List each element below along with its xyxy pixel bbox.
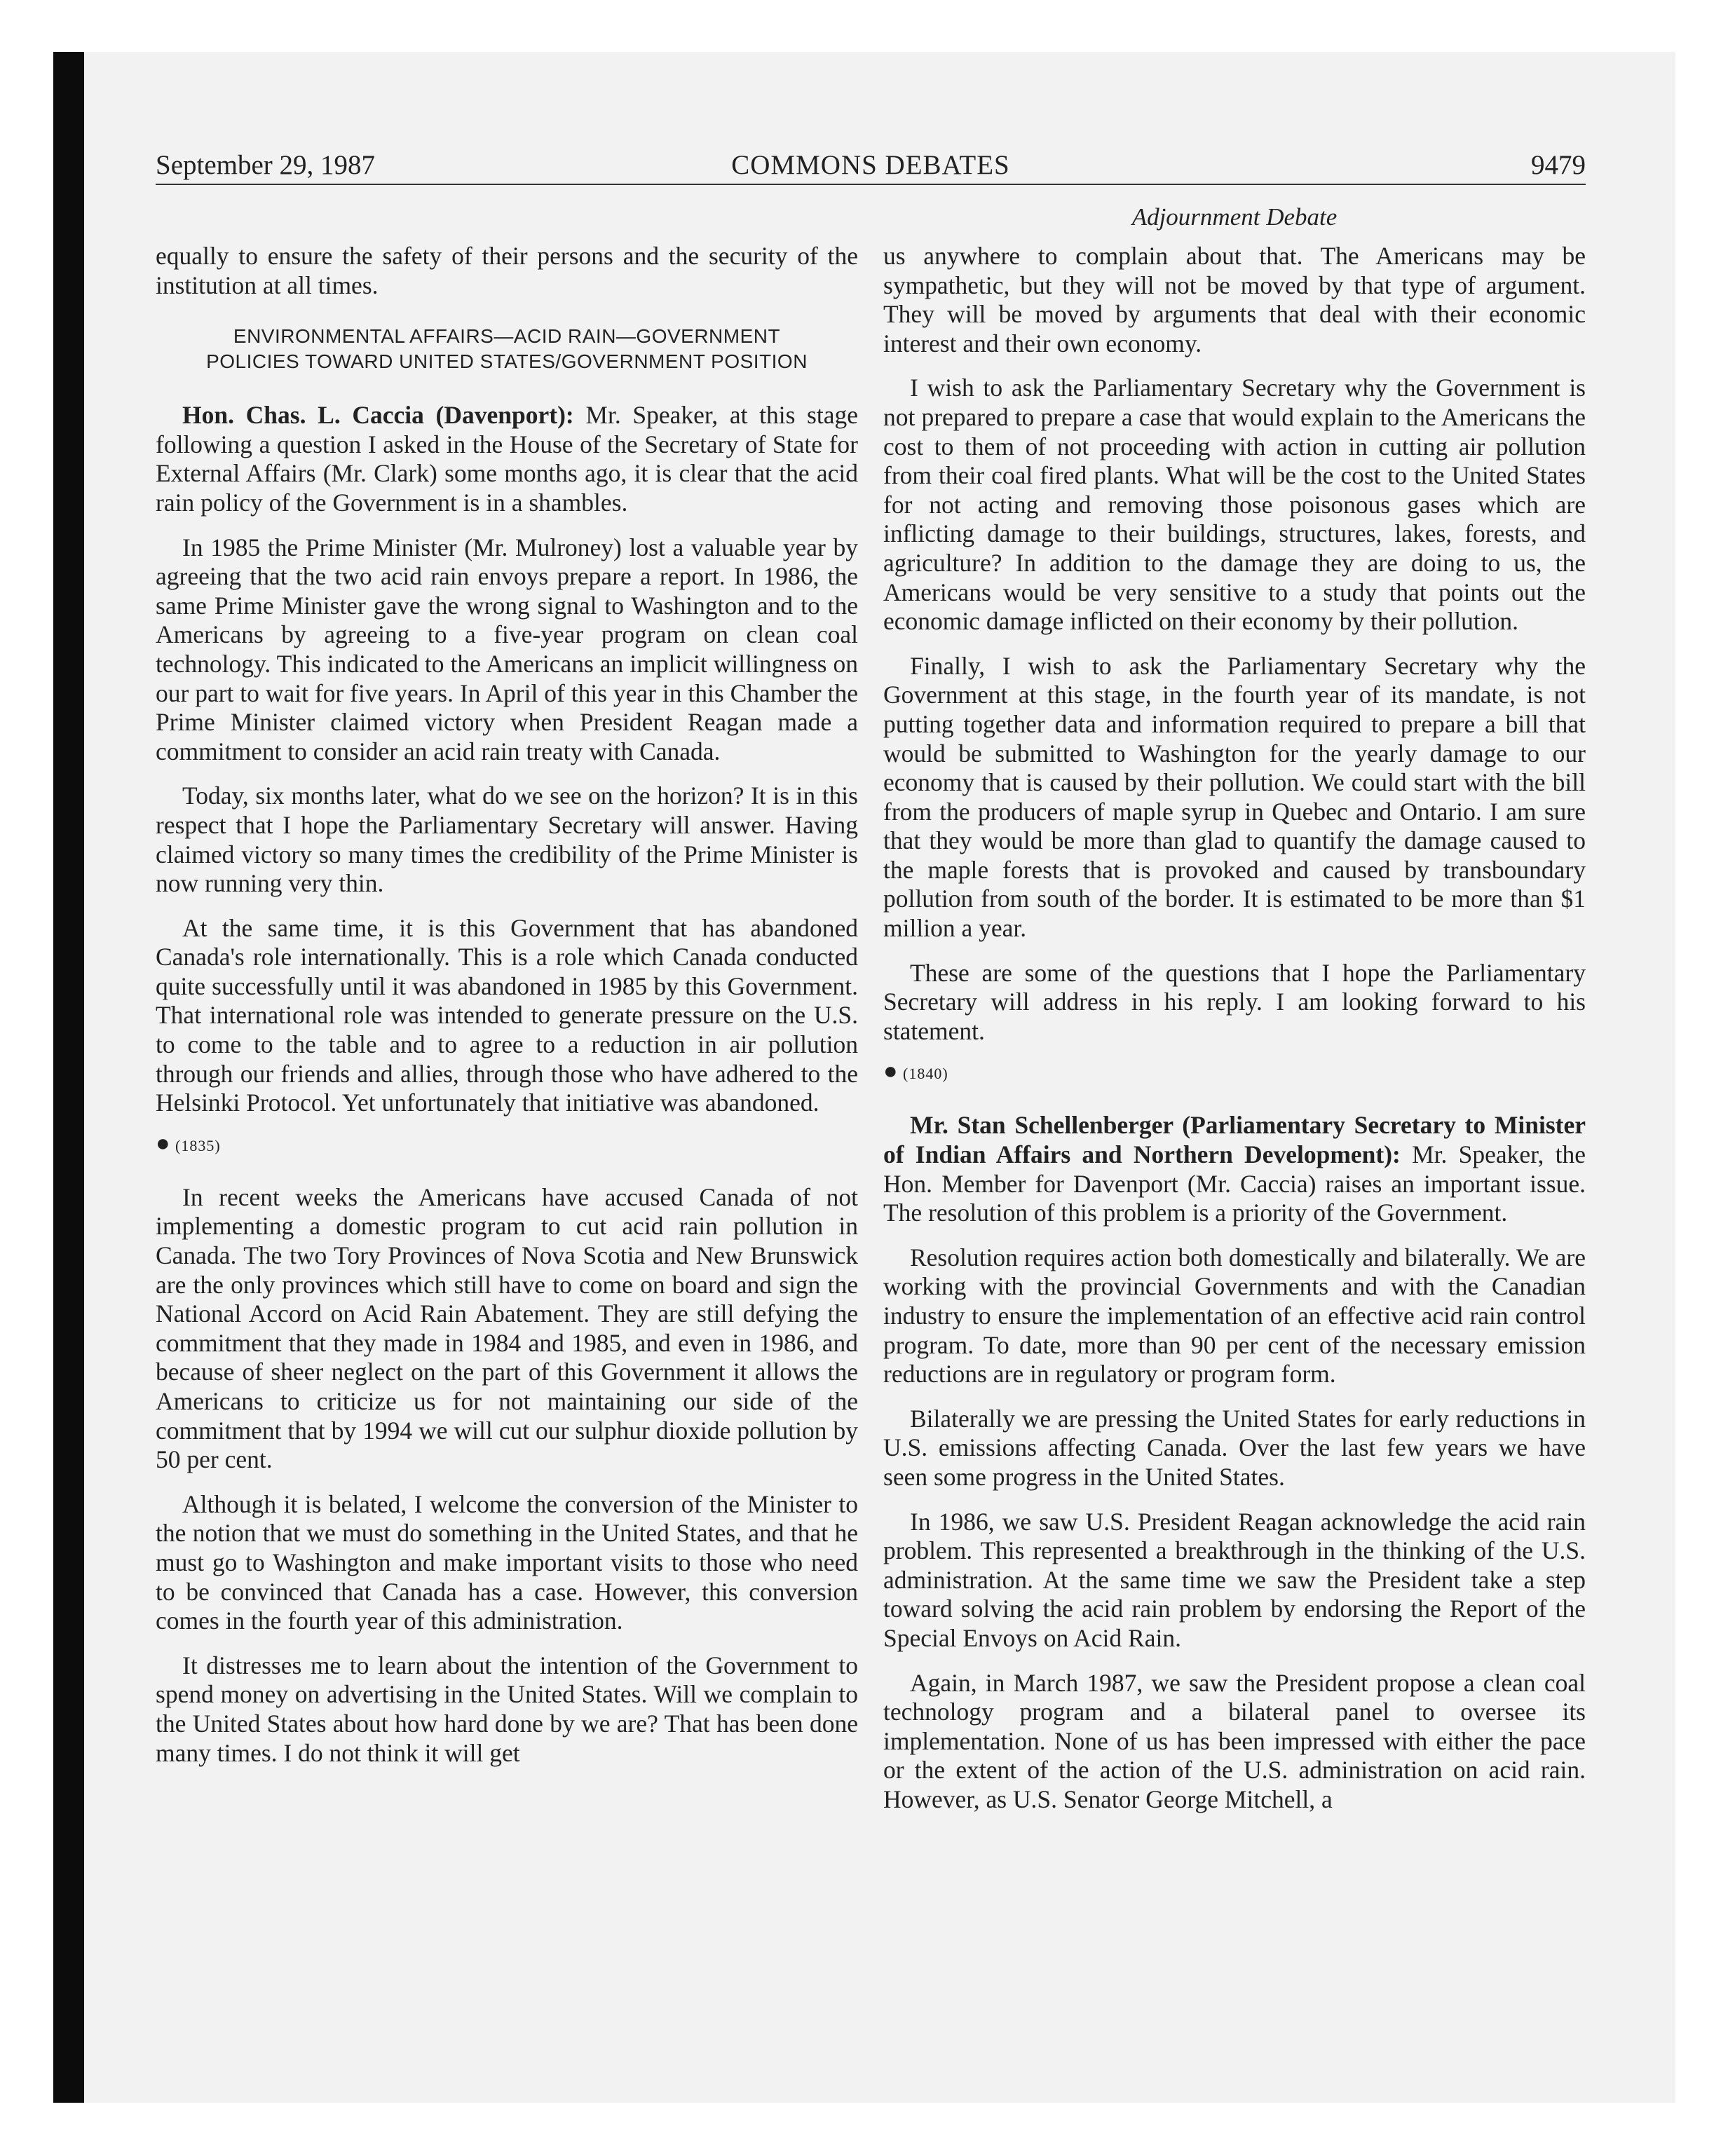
paragraph: Resolution requires action both domestically and bilaterally. We are working with the provincial Governments and with the Canadian industry to ensure the implementation of an effective acid rain control program. To date, more than 90 per cent of the necessary emission reductions are in regulatory or program form. (883, 1243, 1586, 1389)
paragraph: It distresses me to learn about the intention of the Government to spend money on advertising in the United States. Will we complain to the United States about how hard done by we are? That has been done many times. I do not think it will get (156, 1651, 858, 1767)
paragraph: Again, in March 1987, we saw the President propose a clean coal technology program and a bilateral panel to oversee its implementation. None of us has been impressed with either the pace or the extent of the action of the U.S. administration on acid rain. However, as U.S. Senator George Mitchell, a (883, 1668, 1586, 1813)
bullet-icon: ● (156, 1130, 171, 1157)
header-page-number: 9479 (1531, 150, 1586, 180)
paragraph: Today, six months later, what do we see on the horizon? It is in this respect that I hope the Parliamentary Secretary will answer. Having claimed victory so many times the credibility of the Prime Minister is now running very thin. (156, 782, 858, 898)
left-column (156, 242, 858, 1783)
paragraph (156, 401, 858, 517)
scan-edge-shadow (53, 52, 84, 2103)
speaker-name: Mr. Stan Schellenberger (Parliamentary Secretary to Minister of Indian Affairs and Northern Development): (883, 1111, 1586, 1169)
paragraph: Bilaterally we are pressing the United States for early reductions in U.S. emissions affecting Canada. Over the last few years we have seen some progress in the United States. (883, 1404, 1586, 1491)
continuation-paragraph: equally to ensure the safety of their persons and the security of the institution at all times. (156, 242, 858, 299)
header-journal-title: COMMONS DEBATES (731, 150, 1010, 180)
time-marker (156, 1130, 858, 1157)
subject-heading-line-2: POLICIES TOWARD UNITED STATES/GOVERNMENT POSITION (206, 350, 808, 373)
paragraph-text: Mr. Speaker, at this stage following a question I asked in the House of the Secretary of State for External Affairs (Mr. Clark) some months ago, it is clear that the acid rain policy of the Government is in a shambles. (156, 401, 859, 517)
time-marker-text: (1840) (903, 1065, 948, 1083)
paragraph: I wish to ask the Parliamentary Secretary why the Government is not prepared to prepare a case that would explain to the Americans the cost to them of not proceeding with action in cutting air pollution from their coal fired plants. What will be the cost to the United States for not acting and removing those poisonous gases which are inflicting damage to their buildings, structures, lakes, forests, and agriculture? In addition to the damage they are doing to us, the Americans would be very sensitive to a study that points out the economic damage inflicted on their economy by their pollution. (883, 374, 1586, 636)
paragraph: In 1985 the Prime Minister (Mr. Mulroney) lost a valuable year by agreeing that the two acid rain envoys prepare a report. In 1986, the same Prime Minister gave the wrong signal to Washington and to the Americans by agreeing to a five-year program on clean coal technology. This indicated to the Americans an implicit willingness on our part to wait for five years. In April of this year in this Chamber the Prime Minister claimed victory when President Reagan made a commitment to consider an acid rain treaty with Canada. (156, 533, 858, 765)
speaker-name: Hon. Chas. L. Caccia (Davenport): (182, 401, 574, 430)
paragraph: In 1986, we saw U.S. President Reagan acknowledge the acid rain problem. This represented a breakthrough in the thinking of the U.S. administration. At the same time we saw the President take a step toward solving the acid rain problem by endorsing the Report of the Special Envoys on Acid Rain. (883, 1507, 1586, 1652)
header-divider (156, 184, 1586, 185)
paragraph (883, 1111, 1586, 1227)
paragraph-text: Mr. Speaker, the Hon. Member for Davenport (Mr. Caccia) raises an important issue. The resolution of this problem is a priority of the Government. (883, 1140, 1586, 1227)
subject-heading-line-1: ENVIRONMENTAL AFFAIRS—ACID RAIN—GOVERNMENT (233, 325, 781, 348)
paragraph: us anywhere to complain about that. The Americans may be sympathetic, but they will not be moved by that type of argument. They will be moved by arguments that deal with their economic interest and their own economy. (883, 242, 1586, 357)
time-marker (883, 1058, 1586, 1085)
paragraph: These are some of the questions that I hope the Parliamentary Secretary will address in his reply. I am looking forward to his statement. (883, 958, 1586, 1045)
paragraph: In recent weeks the Americans have accused Canada of not implementing a domestic program to cut acid rain pollution in Canada. The two Tory Provinces of Nova Scotia and New Brunswick are the only provinces which still have to come on board and sign the National Accord on Acid Rain Abatement. They are still defying the commitment that they made in 1984 and 1985, and even in 1986, and because of sheer neglect on the part of this Government it allows the Americans to criticize us for not maintaining our side of the commitment that by 1994 we will cut our sulphur dioxide pollution by 50 per cent. (156, 1182, 858, 1474)
running-head: Adjournment Debate (1131, 203, 1338, 231)
header-date: September 29, 1987 (156, 150, 376, 180)
paragraph: Finally, I wish to ask the Parliamentary Secretary why the Government at this stage, in the fourth year of its mandate, is not putting together data and information required to prepare a bill that would be submitted to Washington for the yearly damage to our economy that is caused by their pollution. We could start with the bill from the producers of maple syrup in Quebec and Ontario. I am sure that they would be more than glad to quantify the damage caused to the maple forests that is provoked and caused by transboundary pollution from south of the border. It is estimated to be more than $1 million a year. (883, 651, 1586, 943)
page-header (156, 149, 1586, 182)
paragraph: Although it is belated, I welcome the conversion of the Minister to the notion that we must do something in the United States, and that he must go to Washington and make important visits to those who need to be convinced that Canada has a case. However, this conversion comes in the fourth year of this administration. (156, 1489, 858, 1635)
subject-heading (156, 324, 858, 374)
right-column (883, 242, 1586, 1830)
bullet-icon: ● (883, 1058, 899, 1085)
time-marker-text: (1835) (175, 1136, 221, 1154)
paragraph: At the same time, it is this Government that has abandoned Canada's role internationally. This is a role which Canada conducted quite successfully until it was abandoned in 1985 by this Government. That international role was intended to generate pressure on the U.S. to come to the table and to agree to a reduction in air pollution through our friends and allies, through those who have adhered to the Helsinki Protocol. Yet unfortunately that initiative was abandoned. (156, 913, 858, 1117)
